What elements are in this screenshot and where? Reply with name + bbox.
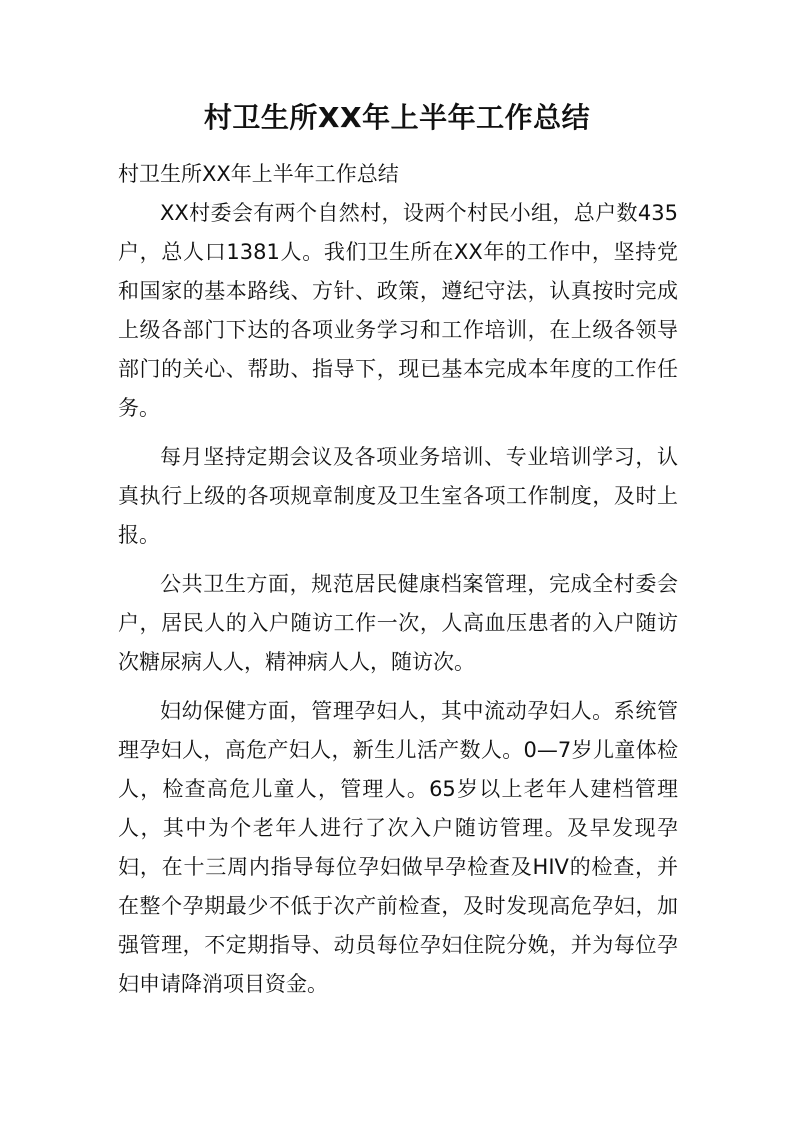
paragraph-public-health: 公共卫生方面，规范居民健康档案管理，完成全村委会户，居民人的入户随访工作一次，人高血压患者的入户随访次糖尿病人人，精神病人人，随访次。 (118, 572, 678, 674)
paragraph-overview: XX村委会有两个自然村，设两个村民小组，总户数435户，总人口1381人。我们卫生所在XX年的工作中，坚持党和国家的基本路线、方针、政策，遵纪守法，认真按时完成上级各部门下达的各项业务学习和工作培训，在上级各领导部门的关心、帮助、指导下，现已基本完成本年度的工作任务。 (118, 201, 678, 420)
document-title: 村卫生所XX年上半年工作总结 (203, 101, 591, 134)
document-body (118, 155, 678, 1004)
paragraph-maternal-child-health: 妇幼保健方面，管理孕妇人，其中流动孕妇人。系统管理孕妇人，高危产妇人，新生儿活产数人。0—7岁儿童体检人，检查高危儿童人，管理人。65岁以上老年人建档管理人，其中为个老年人进行了次入户随访管理。及早发现孕妇，在十三周内指导每位孕妇做早孕检查及HIV的检查，并在整个孕期最少不低于次产前检查，及时发现高危孕妇，加强管理，不定期指导、动员每位孕妇住院分娩，并为每位孕妇申请降消项目资金。 (118, 699, 678, 996)
document-subtitle: 村卫生所XX年上半年工作总结 (118, 162, 399, 186)
paragraph-training: 每月坚持定期会议及各项业务培训、专业培训学习，认真执行上级的各项规章制度及卫生室各项工作制度，及时上报。 (118, 445, 678, 547)
